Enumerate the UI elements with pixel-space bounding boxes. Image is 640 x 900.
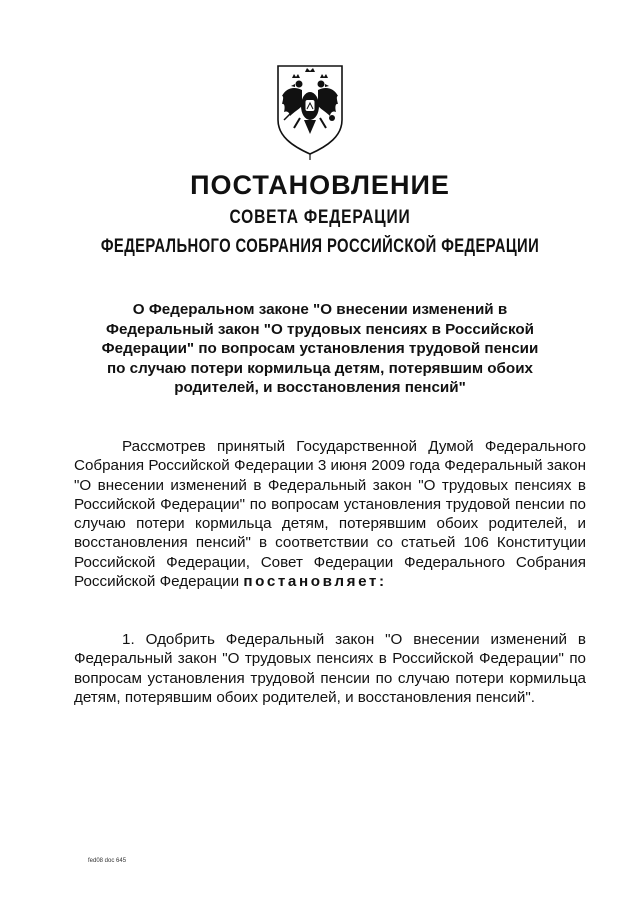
document-subject: О Федеральном законе "О внесении изменений в Федеральный закон "О трудовых пенсиях в Российской Федерации" по вопросам установления трудовой пенсии по случаю потери кормильца детям, потерявшим обоих родителей, и восстановления пенсий" xyxy=(101,301,539,396)
coat-of-arms-icon xyxy=(272,62,348,160)
body-paragraph-2: 1. Одобрить Федеральный закон "О внесении изменений в Федеральный закон "О трудовых пенсиях в Российской Федерации" по вопросам установления трудовой пенсии по случаю потери кормильца детям, потерявшим обоих родителей, и восстановления пенсий". xyxy=(74,631,586,706)
resolves-word: постановляет: xyxy=(243,573,387,591)
issuer-line-1: СОВЕТА ФЕДЕРАЦИИ xyxy=(229,207,411,228)
document-title: ПОСТАНОВЛЕНИЕ xyxy=(190,170,450,200)
issuer-line-2: ФЕДЕРАЛЬНОГО СОБРАНИЯ РОССИЙСКОЙ ФЕДЕРАЦИИ xyxy=(100,236,540,257)
paragraph-1-text: Рассмотрев принятый Государственной Думой Федерального Собрания Российской Федерации 3 июня 2009 года Федеральный закон "О внесении изменений в Федеральный закон "О трудовых пенсиях в Российской Федерации" по вопросам установления трудовой пенсии по случаю потери кормильца детям, потерявшим обоих родителей, и восстановления пенсий" в соответствии со статьей 106 Конституции Российской Федерации, Совет Федерации Федерального Собрания Российской Федерации xyxy=(74,438,586,591)
body-paragraph-1 xyxy=(74,437,586,591)
document-code: fed08 doc 645 xyxy=(88,858,127,864)
